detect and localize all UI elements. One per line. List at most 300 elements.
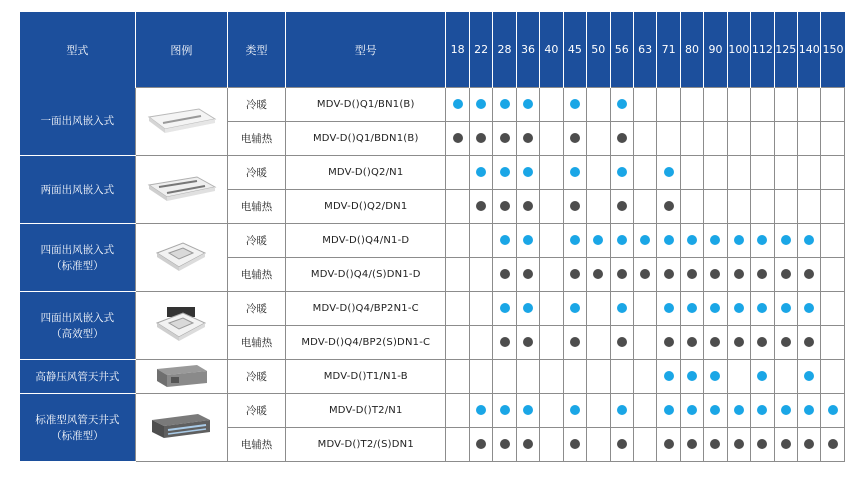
cooling-dot-icon xyxy=(570,405,580,415)
header-capacity-28: 28 xyxy=(493,12,516,88)
image-cell xyxy=(135,224,227,292)
heating-dot-icon xyxy=(570,201,580,211)
heating-dot-icon xyxy=(593,269,603,279)
capacity-cell-56 xyxy=(610,394,633,428)
heating-dot-icon xyxy=(570,439,580,449)
heating-dot-icon xyxy=(687,269,697,279)
capacity-cell-50 xyxy=(587,394,610,428)
capacity-cell-90 xyxy=(704,122,727,156)
capacity-cell-45 xyxy=(563,428,586,462)
cooling-dot-icon xyxy=(804,235,814,245)
capacity-cell-28 xyxy=(493,258,516,292)
capacity-cell-50 xyxy=(587,156,610,190)
cooling-dot-icon xyxy=(617,405,627,415)
cooling-dot-icon xyxy=(617,235,627,245)
cooling-dot-icon xyxy=(523,235,533,245)
capacity-cell-45 xyxy=(563,258,586,292)
capacity-cell-22 xyxy=(469,326,492,360)
heating-dot-icon xyxy=(617,337,627,347)
style-label: 高静压风管天井式 xyxy=(35,370,120,383)
heating-dot-icon xyxy=(781,337,791,347)
heating-dot-icon xyxy=(500,337,510,347)
header-image: 图例 xyxy=(135,12,227,88)
heating-dot-icon xyxy=(523,269,533,279)
table-row xyxy=(20,360,845,394)
capacity-cell-63 xyxy=(633,88,656,122)
capacity-cell-22 xyxy=(469,258,492,292)
cooling-dot-icon xyxy=(500,167,510,177)
heating-dot-icon xyxy=(664,337,674,347)
capacity-cell-28 xyxy=(493,190,516,224)
heating-dot-icon xyxy=(617,133,627,143)
cooling-dot-icon xyxy=(781,235,791,245)
style-cell xyxy=(20,360,135,394)
capacity-cell-140 xyxy=(798,122,821,156)
capacity-cell-150 xyxy=(821,292,845,326)
capacity-cell-80 xyxy=(680,428,703,462)
capacity-cell-28 xyxy=(493,394,516,428)
capacity-cell-150 xyxy=(821,122,845,156)
cooling-dot-icon xyxy=(453,99,463,109)
heating-dot-icon xyxy=(664,201,674,211)
capacity-cell-63 xyxy=(633,360,656,394)
capacity-cell-45 xyxy=(563,224,586,258)
capacity-cell-80 xyxy=(680,394,703,428)
cooling-dot-icon xyxy=(734,235,744,245)
capacity-cell-18 xyxy=(446,156,469,190)
high-static-duct-unit-icon xyxy=(151,361,211,392)
heating-dot-icon xyxy=(687,337,697,347)
heating-dot-icon xyxy=(710,439,720,449)
type-cell: 电辅热 xyxy=(227,258,285,292)
heating-dot-icon xyxy=(476,201,486,211)
capacity-cell-40 xyxy=(540,88,563,122)
heating-dot-icon xyxy=(734,439,744,449)
capacity-cell-18 xyxy=(446,190,469,224)
header-capacity-22: 22 xyxy=(469,12,492,88)
header-capacity-140: 140 xyxy=(798,12,821,88)
capacity-cell-71 xyxy=(657,122,680,156)
capacity-cell-140 xyxy=(798,156,821,190)
heating-dot-icon xyxy=(500,133,510,143)
image-cell xyxy=(135,360,227,394)
heating-dot-icon xyxy=(734,337,744,347)
capacity-cell-18 xyxy=(446,292,469,326)
capacity-cell-63 xyxy=(633,258,656,292)
capacity-cell-112 xyxy=(751,258,774,292)
style-cell xyxy=(20,88,135,156)
cooling-dot-icon xyxy=(593,235,603,245)
capacity-cell-22 xyxy=(469,224,492,258)
style-label: （标准型） xyxy=(51,259,104,272)
capacity-cell-63 xyxy=(633,190,656,224)
capacity-cell-22 xyxy=(469,88,492,122)
cooling-dot-icon xyxy=(781,405,791,415)
model-cell: MDV-D()T2/N1 xyxy=(286,394,446,428)
cooling-dot-icon xyxy=(664,303,674,313)
heating-dot-icon xyxy=(804,269,814,279)
capacity-cell-100 xyxy=(727,326,750,360)
header-capacity-80: 80 xyxy=(680,12,703,88)
type-cell: 冷暖 xyxy=(227,224,285,258)
heating-dot-icon xyxy=(453,133,463,143)
capacity-cell-100 xyxy=(727,122,750,156)
capacity-cell-125 xyxy=(774,190,797,224)
cooling-dot-icon xyxy=(757,405,767,415)
image-cell xyxy=(135,292,227,360)
capacity-cell-71 xyxy=(657,258,680,292)
style-cell xyxy=(20,394,135,462)
capacity-cell-112 xyxy=(751,428,774,462)
capacity-cell-140 xyxy=(798,190,821,224)
style-label: （标准型） xyxy=(51,429,104,442)
capacity-cell-50 xyxy=(587,292,610,326)
capacity-cell-112 xyxy=(751,292,774,326)
capacity-cell-140 xyxy=(798,428,821,462)
capacity-cell-28 xyxy=(493,224,516,258)
capacity-cell-45 xyxy=(563,360,586,394)
capacity-cell-100 xyxy=(727,428,750,462)
capacity-cell-40 xyxy=(540,122,563,156)
heating-dot-icon xyxy=(500,269,510,279)
capacity-cell-80 xyxy=(680,292,703,326)
cooling-dot-icon xyxy=(757,371,767,381)
capacity-cell-36 xyxy=(516,394,539,428)
capacity-cell-36 xyxy=(516,360,539,394)
capacity-cell-90 xyxy=(704,190,727,224)
capacity-cell-125 xyxy=(774,360,797,394)
heating-dot-icon xyxy=(828,439,838,449)
product-spec-table xyxy=(20,12,845,462)
cooling-dot-icon xyxy=(664,371,674,381)
capacity-cell-71 xyxy=(657,292,680,326)
model-cell: MDV-D()Q4/N1-D xyxy=(286,224,446,258)
capacity-cell-50 xyxy=(587,88,610,122)
capacity-cell-28 xyxy=(493,326,516,360)
capacity-cell-100 xyxy=(727,88,750,122)
capacity-cell-56 xyxy=(610,156,633,190)
capacity-cell-100 xyxy=(727,360,750,394)
cooling-dot-icon xyxy=(640,235,650,245)
type-cell: 电辅热 xyxy=(227,122,285,156)
image-cell xyxy=(135,88,227,156)
capacity-cell-150 xyxy=(821,258,845,292)
type-cell: 电辅热 xyxy=(227,428,285,462)
capacity-cell-63 xyxy=(633,292,656,326)
heating-dot-icon xyxy=(570,269,580,279)
capacity-cell-90 xyxy=(704,292,727,326)
capacity-cell-100 xyxy=(727,224,750,258)
capacity-cell-36 xyxy=(516,156,539,190)
capacity-cell-40 xyxy=(540,190,563,224)
capacity-cell-56 xyxy=(610,428,633,462)
capacity-cell-150 xyxy=(821,190,845,224)
model-cell: MDV-D()T2/(S)DN1 xyxy=(286,428,446,462)
model-cell: MDV-D()Q1/BN1(B) xyxy=(286,88,446,122)
capacity-cell-90 xyxy=(704,156,727,190)
heating-dot-icon xyxy=(570,337,580,347)
style-label: 四面出风嵌入式 xyxy=(40,243,115,256)
capacity-cell-50 xyxy=(587,190,610,224)
capacity-cell-125 xyxy=(774,292,797,326)
capacity-cell-40 xyxy=(540,224,563,258)
cooling-dot-icon xyxy=(570,235,580,245)
type-cell: 电辅热 xyxy=(227,326,285,360)
capacity-cell-45 xyxy=(563,190,586,224)
capacity-cell-18 xyxy=(446,360,469,394)
heating-dot-icon xyxy=(757,439,767,449)
cooling-dot-icon xyxy=(523,99,533,109)
heating-dot-icon xyxy=(664,439,674,449)
heating-dot-icon xyxy=(570,133,580,143)
heating-dot-icon xyxy=(500,201,510,211)
capacity-cell-18 xyxy=(446,88,469,122)
capacity-cell-36 xyxy=(516,258,539,292)
type-cell: 冷暖 xyxy=(227,360,285,394)
standard-duct-unit-icon xyxy=(148,410,214,445)
capacity-cell-63 xyxy=(633,156,656,190)
one-way-cassette-icon xyxy=(145,105,217,138)
capacity-cell-50 xyxy=(587,258,610,292)
capacity-cell-140 xyxy=(798,224,821,258)
capacity-cell-45 xyxy=(563,156,586,190)
table-body xyxy=(20,88,845,462)
table-row xyxy=(20,88,845,122)
capacity-cell-90 xyxy=(704,258,727,292)
header-capacity-150: 150 xyxy=(821,12,845,88)
style-cell xyxy=(20,292,135,360)
capacity-cell-112 xyxy=(751,88,774,122)
heating-dot-icon xyxy=(523,133,533,143)
capacity-cell-150 xyxy=(821,428,845,462)
header-model: 型号 xyxy=(286,12,446,88)
style-label: 标准型风管天井式 xyxy=(35,413,120,426)
capacity-cell-28 xyxy=(493,360,516,394)
cooling-dot-icon xyxy=(757,235,767,245)
capacity-cell-56 xyxy=(610,258,633,292)
capacity-cell-112 xyxy=(751,394,774,428)
capacity-cell-140 xyxy=(798,292,821,326)
cooling-dot-icon xyxy=(687,303,697,313)
image-cell xyxy=(135,156,227,224)
capacity-cell-28 xyxy=(493,122,516,156)
type-cell: 冷暖 xyxy=(227,292,285,326)
capacity-cell-36 xyxy=(516,292,539,326)
model-cell: MDV-D()Q4/BP2N1-C xyxy=(286,292,446,326)
model-cell: MDV-D()Q4/(S)DN1-D xyxy=(286,258,446,292)
capacity-cell-50 xyxy=(587,224,610,258)
capacity-cell-125 xyxy=(774,428,797,462)
capacity-cell-125 xyxy=(774,122,797,156)
capacity-cell-140 xyxy=(798,326,821,360)
style-label: 两面出风嵌入式 xyxy=(40,183,115,196)
cooling-dot-icon xyxy=(570,99,580,109)
heating-dot-icon xyxy=(640,269,650,279)
cooling-dot-icon xyxy=(710,303,720,313)
capacity-cell-150 xyxy=(821,224,845,258)
capacity-cell-28 xyxy=(493,88,516,122)
capacity-cell-45 xyxy=(563,394,586,428)
capacity-cell-50 xyxy=(587,122,610,156)
capacity-cell-56 xyxy=(610,190,633,224)
header-style: 型式 xyxy=(20,12,135,88)
capacity-cell-18 xyxy=(446,224,469,258)
capacity-cell-125 xyxy=(774,326,797,360)
heating-dot-icon xyxy=(500,439,510,449)
two-way-cassette-icon xyxy=(145,173,217,206)
cooling-dot-icon xyxy=(710,371,720,381)
capacity-cell-63 xyxy=(633,122,656,156)
header-capacity-56: 56 xyxy=(610,12,633,88)
table-row xyxy=(20,224,845,258)
capacity-cell-71 xyxy=(657,394,680,428)
capacity-cell-18 xyxy=(446,326,469,360)
cooling-dot-icon xyxy=(734,303,744,313)
four-way-cassette-icon xyxy=(153,239,209,276)
capacity-cell-56 xyxy=(610,292,633,326)
type-cell: 电辅热 xyxy=(227,190,285,224)
cooling-dot-icon xyxy=(523,405,533,415)
header-capacity-45: 45 xyxy=(563,12,586,88)
capacity-cell-90 xyxy=(704,326,727,360)
header-capacity-125: 125 xyxy=(774,12,797,88)
capacity-cell-100 xyxy=(727,292,750,326)
capacity-cell-36 xyxy=(516,428,539,462)
cooling-dot-icon xyxy=(781,303,791,313)
capacity-cell-22 xyxy=(469,428,492,462)
heating-dot-icon xyxy=(664,269,674,279)
heating-dot-icon xyxy=(687,439,697,449)
capacity-cell-36 xyxy=(516,224,539,258)
capacity-cell-45 xyxy=(563,88,586,122)
header-type: 类型 xyxy=(227,12,285,88)
capacity-cell-28 xyxy=(493,292,516,326)
capacity-cell-36 xyxy=(516,190,539,224)
table-row xyxy=(20,394,845,428)
table-row xyxy=(20,292,845,326)
capacity-cell-125 xyxy=(774,258,797,292)
type-cell: 冷暖 xyxy=(227,88,285,122)
heating-dot-icon xyxy=(757,269,767,279)
cooling-dot-icon xyxy=(523,167,533,177)
cooling-dot-icon xyxy=(804,371,814,381)
capacity-cell-22 xyxy=(469,190,492,224)
capacity-cell-18 xyxy=(446,428,469,462)
capacity-cell-112 xyxy=(751,360,774,394)
capacity-cell-125 xyxy=(774,88,797,122)
capacity-cell-56 xyxy=(610,122,633,156)
capacity-cell-80 xyxy=(680,360,703,394)
cooling-dot-icon xyxy=(617,99,627,109)
heating-dot-icon xyxy=(476,133,486,143)
type-cell: 冷暖 xyxy=(227,156,285,190)
heating-dot-icon xyxy=(617,201,627,211)
capacity-cell-150 xyxy=(821,394,845,428)
capacity-cell-45 xyxy=(563,122,586,156)
type-cell: 冷暖 xyxy=(227,394,285,428)
capacity-cell-22 xyxy=(469,292,492,326)
capacity-cell-125 xyxy=(774,224,797,258)
cooling-dot-icon xyxy=(500,235,510,245)
header-capacity-100: 100 xyxy=(727,12,750,88)
capacity-cell-80 xyxy=(680,224,703,258)
heating-dot-icon xyxy=(523,439,533,449)
style-cell xyxy=(20,156,135,224)
capacity-cell-80 xyxy=(680,190,703,224)
heating-dot-icon xyxy=(523,201,533,211)
capacity-cell-71 xyxy=(657,428,680,462)
cooling-dot-icon xyxy=(476,405,486,415)
capacity-cell-22 xyxy=(469,394,492,428)
cooling-dot-icon xyxy=(664,167,674,177)
capacity-cell-80 xyxy=(680,88,703,122)
capacity-cell-90 xyxy=(704,394,727,428)
cooling-dot-icon xyxy=(687,235,697,245)
cooling-dot-icon xyxy=(804,303,814,313)
cooling-dot-icon xyxy=(710,235,720,245)
capacity-cell-36 xyxy=(516,122,539,156)
capacity-cell-71 xyxy=(657,156,680,190)
capacity-cell-50 xyxy=(587,360,610,394)
header-capacity-40: 40 xyxy=(540,12,563,88)
capacity-cell-22 xyxy=(469,360,492,394)
capacity-cell-63 xyxy=(633,428,656,462)
capacity-cell-28 xyxy=(493,428,516,462)
cooling-dot-icon xyxy=(734,405,744,415)
capacity-cell-80 xyxy=(680,326,703,360)
heating-dot-icon xyxy=(757,337,767,347)
capacity-cell-150 xyxy=(821,360,845,394)
capacity-cell-140 xyxy=(798,88,821,122)
model-cell: MDV-D()Q1/BDN1(B) xyxy=(286,122,446,156)
cooling-dot-icon xyxy=(687,371,697,381)
capacity-cell-50 xyxy=(587,428,610,462)
capacity-cell-50 xyxy=(587,326,610,360)
heating-dot-icon xyxy=(710,337,720,347)
capacity-cell-63 xyxy=(633,224,656,258)
capacity-cell-112 xyxy=(751,190,774,224)
capacity-cell-112 xyxy=(751,122,774,156)
capacity-cell-40 xyxy=(540,394,563,428)
style-label: （高效型） xyxy=(51,327,104,340)
capacity-cell-140 xyxy=(798,258,821,292)
capacity-cell-36 xyxy=(516,326,539,360)
capacity-cell-150 xyxy=(821,88,845,122)
capacity-cell-125 xyxy=(774,394,797,428)
capacity-cell-100 xyxy=(727,190,750,224)
heating-dot-icon xyxy=(710,269,720,279)
style-cell xyxy=(20,224,135,292)
header-capacity-18: 18 xyxy=(446,12,469,88)
capacity-cell-90 xyxy=(704,224,727,258)
cooling-dot-icon xyxy=(500,405,510,415)
header-capacity-90: 90 xyxy=(704,12,727,88)
cooling-dot-icon xyxy=(500,99,510,109)
capacity-cell-71 xyxy=(657,88,680,122)
cooling-dot-icon xyxy=(617,167,627,177)
capacity-cell-28 xyxy=(493,156,516,190)
capacity-cell-40 xyxy=(540,428,563,462)
heating-dot-icon xyxy=(617,439,627,449)
table-header-row xyxy=(20,12,845,88)
cooling-dot-icon xyxy=(617,303,627,313)
header-capacity-50: 50 xyxy=(587,12,610,88)
cooling-dot-icon xyxy=(664,405,674,415)
style-label: 一面出风嵌入式 xyxy=(40,115,115,128)
capacity-cell-140 xyxy=(798,394,821,428)
capacity-cell-63 xyxy=(633,394,656,428)
header-capacity-36: 36 xyxy=(516,12,539,88)
